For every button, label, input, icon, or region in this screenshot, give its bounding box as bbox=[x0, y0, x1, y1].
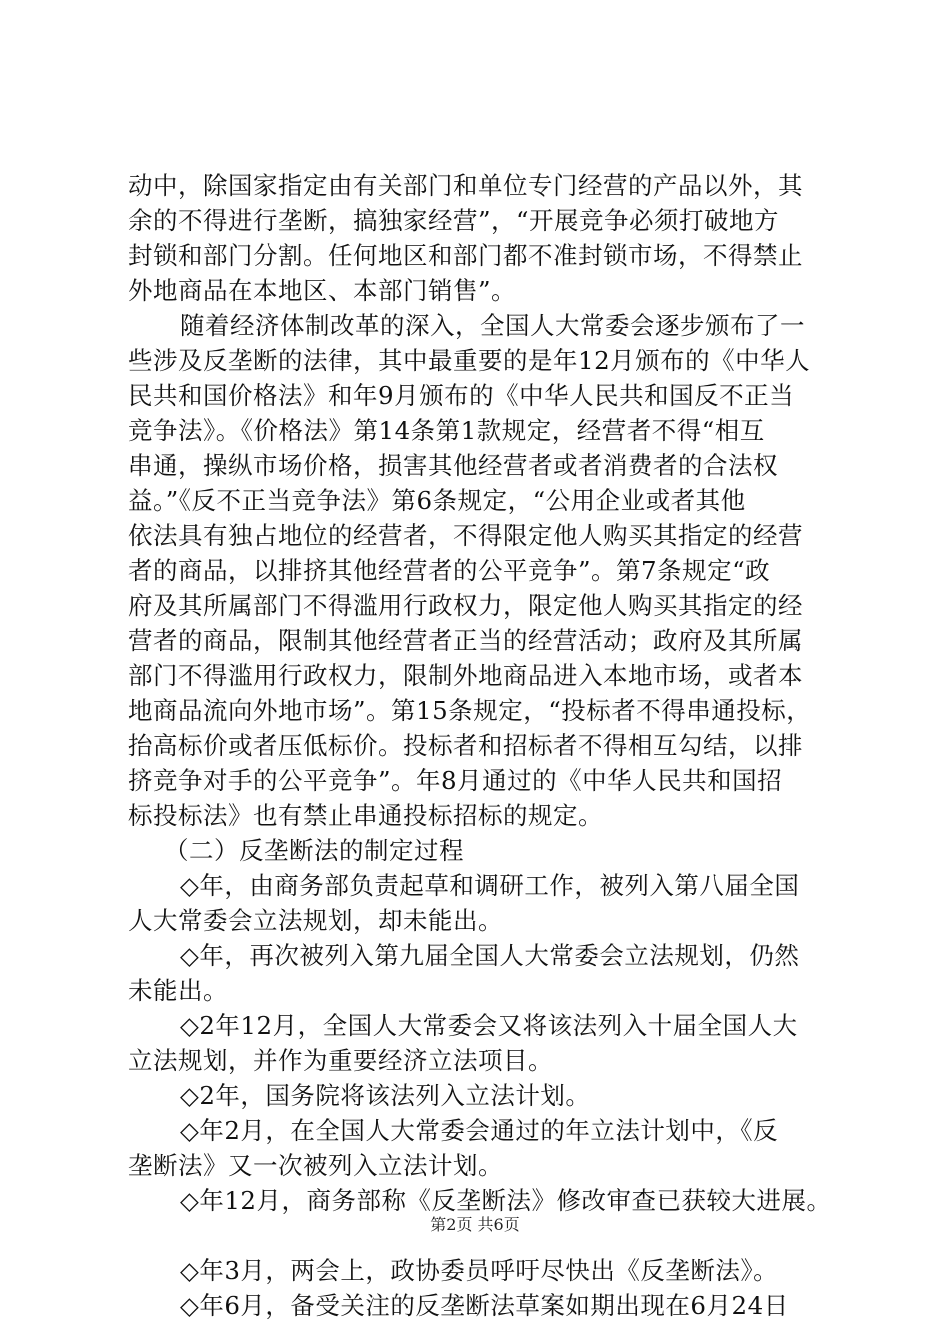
timeline-item: ◇2年，国务院将该法列入立法计划。 bbox=[180, 1081, 591, 1110]
text-line: 余的不得进行垄断，搞独家经营”，“开展竞争必须打破地方 bbox=[128, 206, 780, 235]
text-line: 串通，操纵市场价格，损害其他经营者或者消费者的合法权 bbox=[128, 451, 778, 480]
text-line: 依法具有独占地位的经营者，不得限定他人购买其指定的经营 bbox=[128, 521, 803, 550]
page-footer: 第2页 共6页 bbox=[430, 1215, 520, 1234]
text-line: 外地商品在本地区、本部门销售”。 bbox=[128, 276, 517, 305]
text-line: 些涉及反垄断的法律，其中最重要的是年12月颁布的《中华人 bbox=[128, 346, 811, 375]
text-line: 竞争法》。《价格法》第14条第1款规定，经营者不得“相互 bbox=[128, 416, 765, 445]
timeline-item: ◇年2月，在全国人大常委会通过的年立法计划中，《反 bbox=[180, 1116, 779, 1145]
text-line: 标投标法》也有禁止串通投标招标的规定。 bbox=[128, 801, 603, 830]
text-line: 垄断法》又一次被列入立法计划。 bbox=[128, 1151, 503, 1180]
paragraph-first-line: 随着经济体制改革的深入，全国人大常委会逐步颁布了一 bbox=[180, 311, 805, 340]
text-line: 挤竞争对手的公平竞争”。年8月通过的《中华人民共和国招 bbox=[128, 766, 783, 795]
text-line: 动中，除国家指定由有关部门和单位专门经营的产品以外，其 bbox=[128, 171, 803, 200]
text-line: 益。”《反不正当竞争法》第6条规定，“公用企业或者其他 bbox=[128, 486, 746, 515]
timeline-item: ◇2年12月，全国人大常委会又将该法列入十届全国人大 bbox=[180, 1011, 798, 1040]
timeline-item: ◇年6月，备受关注的反垄断法草案如期出现在6月24日 bbox=[180, 1291, 789, 1320]
text-line: 府及其所属部门不得滥用行政权力，限定他人购买其指定的经 bbox=[128, 591, 803, 620]
text-line: 部门不得滥用行政权力，限制外地商品进入本地市场，或者本 bbox=[128, 661, 803, 690]
text-line: 封锁和部门分割。任何地区和部门都不准封锁市场，不得禁止 bbox=[128, 241, 803, 270]
text-line: 营者的商品，限制其他经营者正当的经营活动；政府及其所属 bbox=[128, 626, 803, 655]
timeline-item: ◇年12月，商务部称《反垄断法》修改审查已获较大进展。 bbox=[180, 1186, 832, 1215]
timeline-item: ◇年，由商务部负责起草和调研工作，被列入第八届全国 bbox=[180, 871, 800, 900]
section-heading: （二）反垄断法的制定过程 bbox=[164, 836, 464, 865]
text-line: 未能出。 bbox=[128, 976, 228, 1005]
timeline-item: ◇年，再次被列入第九届全国人大常委会立法规划，仍然 bbox=[180, 941, 800, 970]
text-line: 立法规划，并作为重要经济立法项目。 bbox=[128, 1046, 553, 1075]
text-line: 抬高标价或者压低标价。投标者和招标者不得相互勾结，以排 bbox=[128, 731, 803, 760]
text-line: 者的商品，以排挤其他经营者的公平竞争”。第7条规定“政 bbox=[128, 556, 771, 585]
text-line: 地商品流向外地市场”。第15条规定，“投标者不得串通投标， bbox=[128, 696, 812, 725]
document-body bbox=[128, 168, 838, 1323]
text-line: 民共和国价格法》和年9月颁布的《中华人民共和国反不正当 bbox=[128, 381, 795, 410]
text-line: 人大常委会立法规划，却未能出。 bbox=[128, 906, 503, 935]
timeline-item: ◇年3月，两会上，政协委员呼吁尽快出《反垄断法》。 bbox=[180, 1256, 779, 1285]
